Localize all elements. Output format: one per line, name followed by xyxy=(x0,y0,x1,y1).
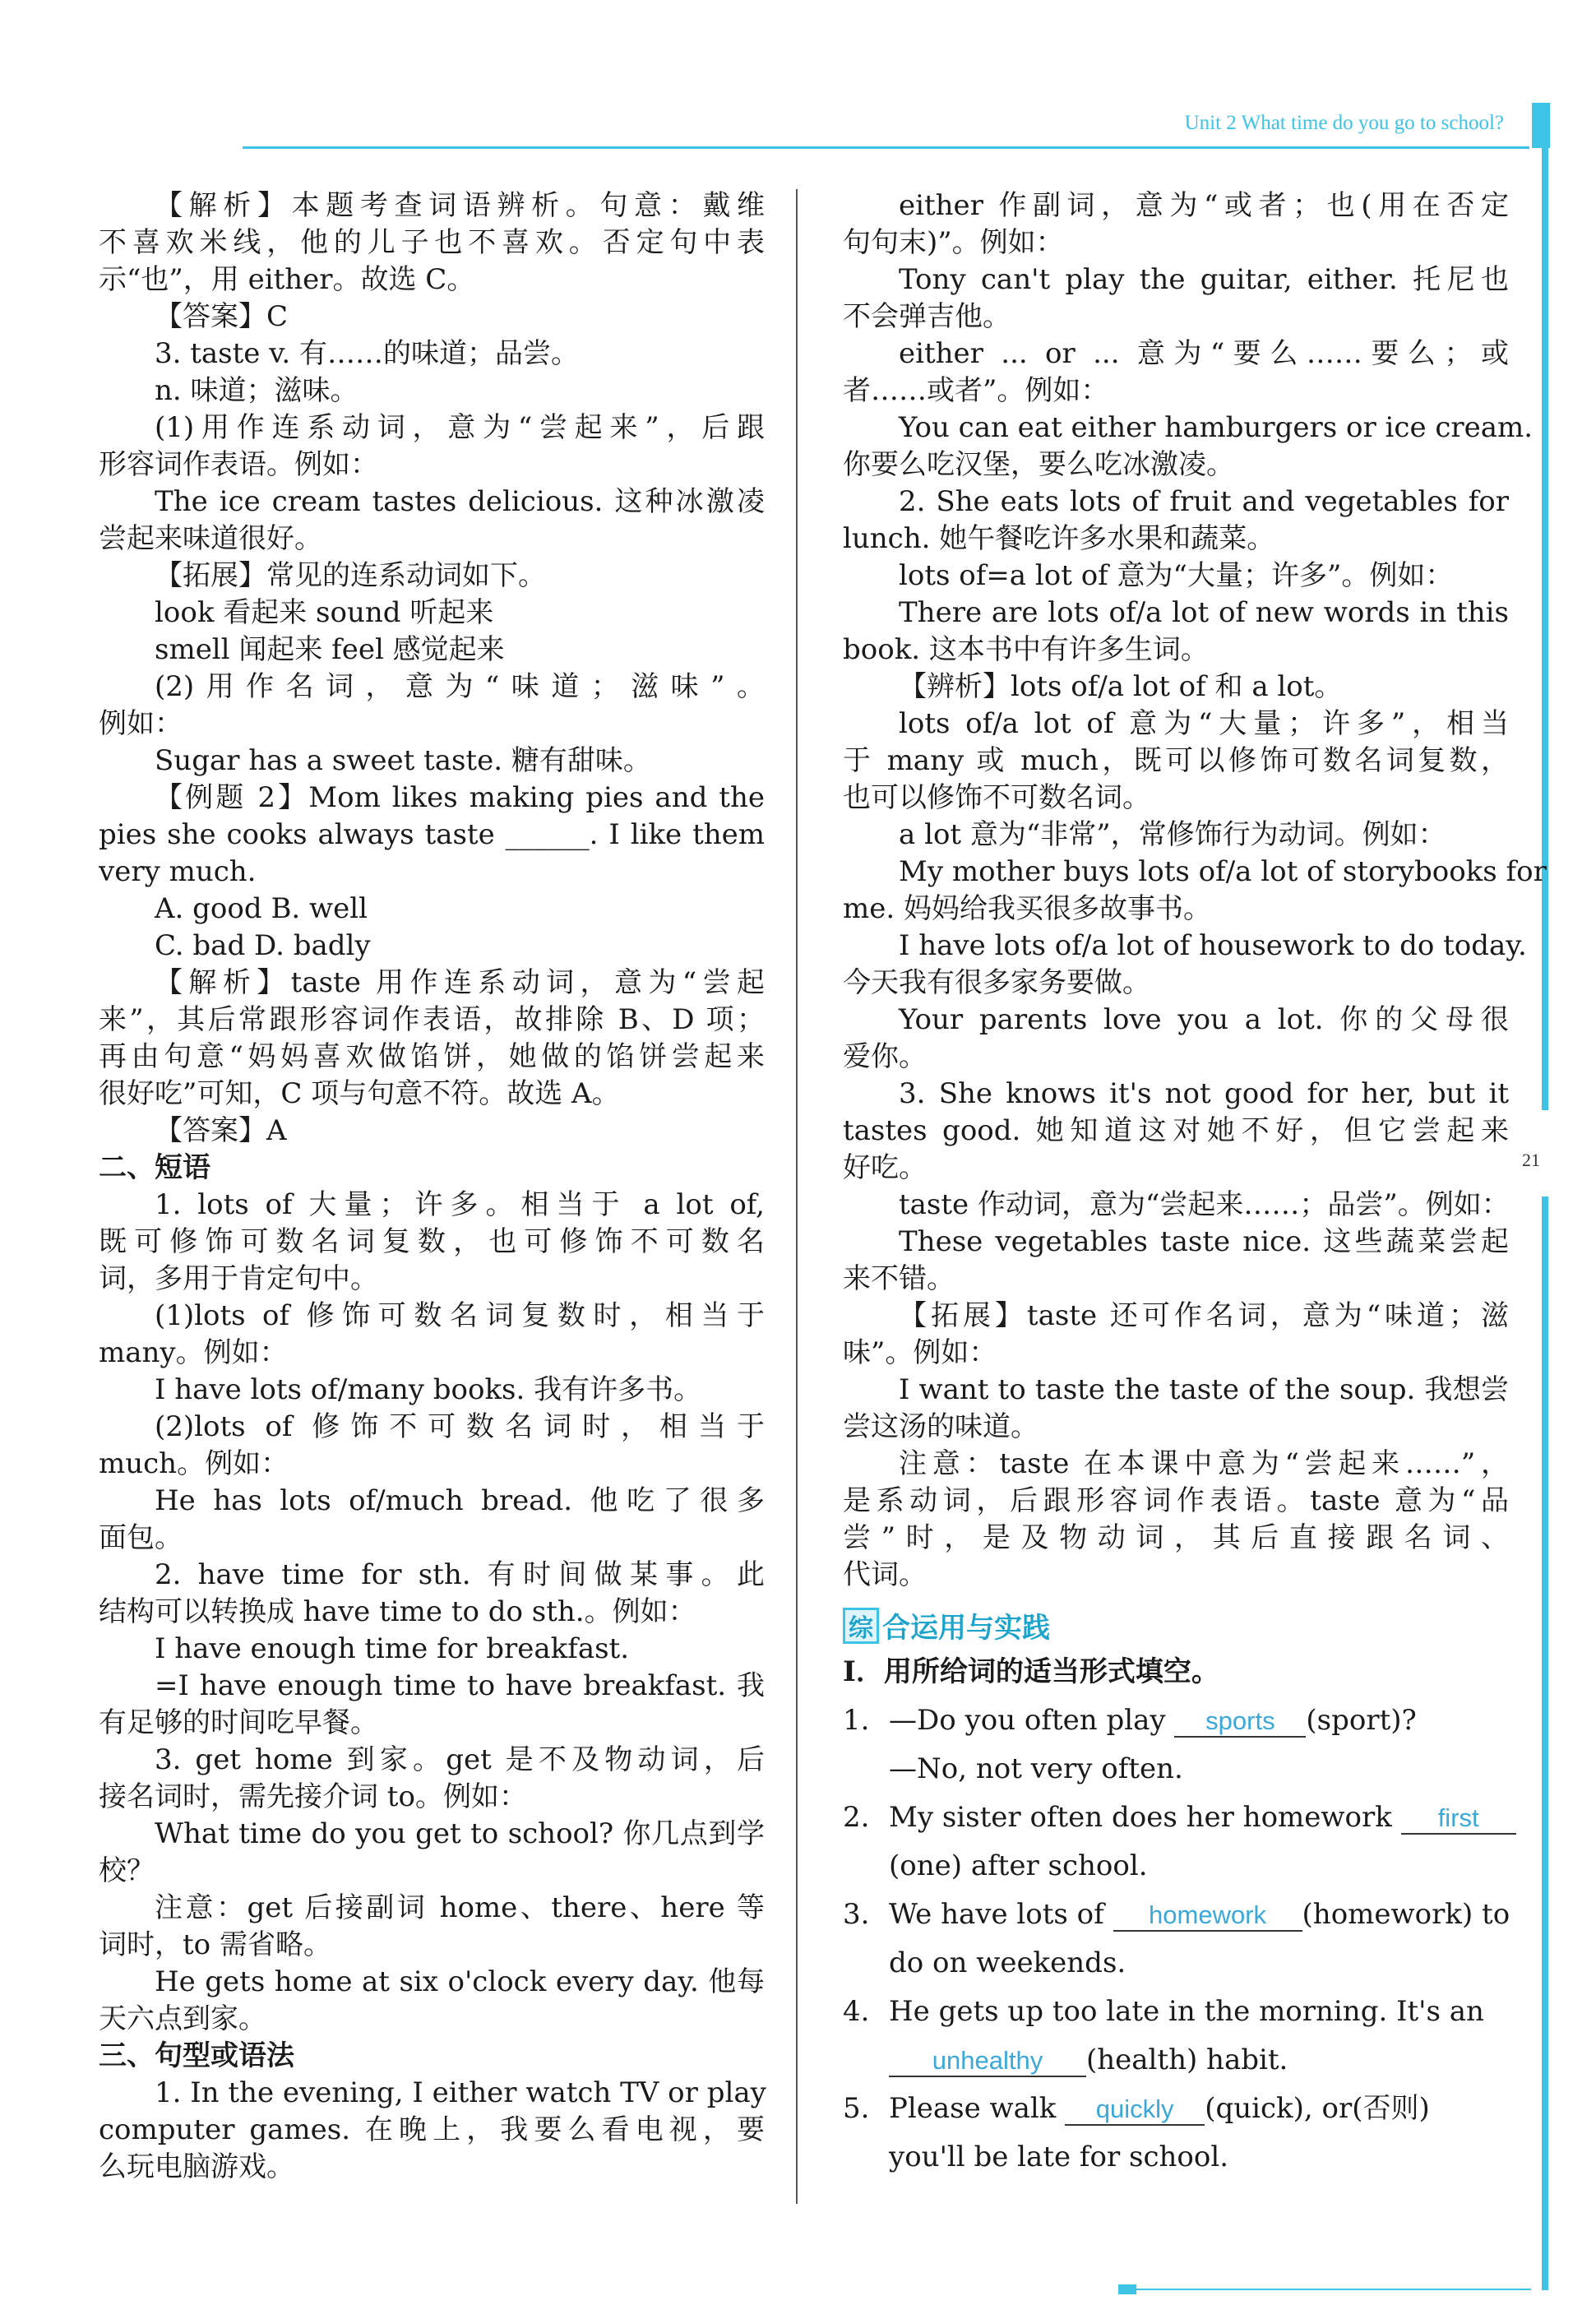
text-line: (2)lots of 修饰不可数名词时，相当于 xyxy=(155,1410,765,1443)
exercise-line: do on weekends. xyxy=(889,1946,1126,1979)
text-line: 2. She eats lots of fruit and vegetables for xyxy=(899,485,1509,518)
exercise-body xyxy=(889,1993,1509,2079)
text-line: Your parents love you a lot. 你的父母很 xyxy=(899,1003,1509,1036)
exercise-number: 1. xyxy=(843,1704,870,1737)
answer-blank[interactable]: quickly xyxy=(1065,2094,1205,2126)
text-line: pies she cooks always taste ______. I like them xyxy=(99,818,765,851)
exercise-line: We have lots of homework (homework) to xyxy=(889,1898,1510,1931)
text-line: lots of/a lot of 意为“大量；许多”，相当 xyxy=(899,707,1509,740)
exercise-body xyxy=(889,1702,1509,1788)
answer-blank[interactable]: homework xyxy=(1113,1900,1302,1932)
text-line: I want to taste the taste of the soup. 我想尝 xyxy=(899,1373,1509,1406)
text-line: lots of=a lot of 意为“大量；许多”。例如： xyxy=(899,559,1454,592)
answer-blank[interactable]: first xyxy=(1401,1803,1516,1835)
text-line: (2)用作名词，意为“味道；滋味”。 xyxy=(155,670,765,703)
text-line: 尝起来味道很好。 xyxy=(99,522,322,555)
text-line: 有足够的时间吃早餐。 xyxy=(99,1706,378,1739)
text-line: 【解析】本题考查词语辨析。句意：戴维 xyxy=(155,189,765,222)
text-line: 【拓展】taste 还可作名词，意为“味道；滋 xyxy=(899,1299,1509,1332)
exercise-line: Please walk quickly (quick), or(否则) xyxy=(889,2092,1430,2125)
text-line: What time do you get to school? 你几点到学 xyxy=(155,1817,765,1850)
text-line: I have lots of/many books. 我有许多书。 xyxy=(155,1373,702,1406)
text-line: taste 作动词，意为“尝起来……；品尝”。例如： xyxy=(899,1188,1510,1221)
text-line: 尝”时，是及物动词，其后直接跟名词、 xyxy=(843,1521,1509,1554)
side-rule-bottom xyxy=(1542,1196,1548,2290)
exercise-item xyxy=(843,1993,1509,2079)
page-number: 21 xyxy=(1522,1150,1540,1170)
text-line: 好吃。 xyxy=(843,1151,927,1184)
exercise-body xyxy=(889,1799,1516,1885)
text-line: He has lots of/much bread. 他吃了很多 xyxy=(155,1484,765,1517)
text-line: You can eat either hamburgers or ice cream. xyxy=(899,411,1534,444)
text-line: book. 这本书中有许多生词。 xyxy=(843,633,1209,666)
exercise-line: —No, not very often. xyxy=(889,1752,1183,1785)
text-line: n. 味道；滋味。 xyxy=(155,374,359,407)
text-line: I have lots of/a lot of housework to do today. xyxy=(899,929,1527,962)
text-line: 不会弹吉他。 xyxy=(843,300,1011,333)
exercise-number: 3. xyxy=(843,1898,870,1931)
exercise-line: you'll be late for school. xyxy=(889,2141,1229,2173)
exercise-body xyxy=(889,2090,1509,2176)
section-heading: 二、短语 xyxy=(99,1151,210,1184)
bottom-rule xyxy=(1136,2289,1531,2290)
text-line: 【拓展】常见的连系动词如下。 xyxy=(155,559,546,592)
text-line: 面包。 xyxy=(99,1521,183,1554)
text-line: 3. get home 到家。get 是不及物动词，后 xyxy=(155,1743,765,1776)
text-line: 代词。 xyxy=(843,1558,927,1591)
text-line: My mother buys lots of/a lot of storybooks for xyxy=(899,855,1547,888)
task-title: Ⅰ．用所给词的适当形式填空。 xyxy=(843,1655,1219,1688)
text-line: 【答案】C xyxy=(155,300,289,333)
text-line: 【辨析】lots of/a lot of 和 a lot。 xyxy=(899,670,1343,703)
answer-blank[interactable]: sports xyxy=(1174,1706,1306,1738)
exercise-list xyxy=(843,1702,1509,2176)
text-line: lunch. 她午餐吃许多水果和蔬菜。 xyxy=(843,522,1275,555)
exercise-line: My sister often does her homework first xyxy=(889,1799,1516,1836)
text-line: 来”，其后常跟形容词作表语，故排除 B、D 项； xyxy=(99,1003,765,1036)
header-rule xyxy=(243,146,1529,149)
header-tab xyxy=(1532,103,1550,148)
text-line: 【答案】A xyxy=(155,1114,287,1147)
text-line: (1)用作连系动词，意为“尝起来”，后跟 xyxy=(155,411,765,444)
text-line: 句句末)”。例如： xyxy=(843,226,1064,259)
text-line: 【解析】taste 用作连系动词，意为“尝起 xyxy=(155,966,765,999)
text-line: C. bad D. badly xyxy=(155,929,371,962)
side-rule-top xyxy=(1542,148,1548,1110)
exercise-item xyxy=(843,2090,1509,2176)
section-badge: 综 xyxy=(843,1608,879,1644)
text-line: 于 many 或 much，既可以修饰可数名词复数， xyxy=(843,744,1509,777)
text-line: very much. xyxy=(99,855,257,888)
bottom-marker xyxy=(1118,2284,1136,2294)
text-line: computer games. 在晚上，我要么看电视，要 xyxy=(99,2113,765,2146)
text-line: =I have enough time to have breakfast. 我 xyxy=(155,1669,765,1702)
text-line: either ... or ... 意为“要么……要么；或 xyxy=(899,337,1509,370)
text-line: 是系动词，后跟形容词作表语。taste 意为“品 xyxy=(843,1484,1509,1517)
exercise-item xyxy=(843,1896,1509,1982)
answer-blank[interactable]: unhealthy xyxy=(889,2046,1086,2077)
text-line: 结构可以转换成 have time to do sth.。例如： xyxy=(99,1595,696,1628)
exercise-item xyxy=(843,1702,1509,1788)
exercise-item xyxy=(843,1799,1509,1885)
text-line: 词时，to 需省略。 xyxy=(99,1928,331,1961)
text-line: 接名词时，需先接介词 to。例如： xyxy=(99,1780,527,1813)
exercise-line: He gets up too late in the morning. It's an xyxy=(889,1995,1484,2028)
text-line: smell 闻起来 feel 感觉起来 xyxy=(155,633,505,666)
exercise-line: —Do you often play sports (sport)? xyxy=(889,1704,1417,1737)
text-line: many。例如： xyxy=(99,1336,288,1369)
text-line: 1. lots of 大量；许多。相当于 a lot of, xyxy=(155,1188,765,1221)
text-line: much。例如： xyxy=(99,1447,289,1480)
practice-section-title: 合运用与实践 xyxy=(882,1612,1050,1645)
text-line: 校？ xyxy=(99,1854,155,1887)
exercise-number: 2. xyxy=(843,1801,870,1834)
text-line: I have enough time for breakfast. xyxy=(155,1632,630,1665)
text-line: 天六点到家。 xyxy=(99,2002,266,2035)
text-line: 2. have time for sth. 有时间做某事。此 xyxy=(155,1558,765,1591)
text-line: The ice cream tastes delicious. 这种冰激凌 xyxy=(155,485,765,518)
text-line: Sugar has a sweet taste. 糖有甜味。 xyxy=(155,744,651,777)
text-line: 来不错。 xyxy=(843,1262,955,1295)
text-line: (1)lots of 修饰可数名词复数时，相当于 xyxy=(155,1299,765,1332)
text-line: tastes good. 她知道这对她不好，但它尝起来 xyxy=(843,1114,1509,1147)
text-line: A. good B. well xyxy=(155,892,368,925)
text-line: 示“也”，用 either。故选 C。 xyxy=(99,263,475,296)
column-divider xyxy=(796,189,798,2204)
text-line: 1. In the evening, I either watch TV or play xyxy=(155,2076,766,2109)
text-line: a lot 意为“非常”，常修饰行为动词。例如： xyxy=(899,818,1446,851)
practice-section-header xyxy=(843,1605,1509,1645)
text-line: 也可以修饰不可数名词。 xyxy=(843,781,1150,814)
unit-header: Unit 2 What time do you go to school? xyxy=(1184,112,1504,134)
text-line: me. 妈妈给我买很多故事书。 xyxy=(843,892,1211,925)
text-line: 味”。例如： xyxy=(843,1336,997,1369)
exercise-line: (one) after school. xyxy=(889,1849,1148,1882)
exercise-line: unhealthy (health) habit. xyxy=(889,2042,1509,2079)
text-line: 既可修饰可数名词复数，也可修饰不可数名 xyxy=(99,1225,765,1258)
text-line: 今天我有很多家务要做。 xyxy=(843,966,1150,999)
text-line: 例如： xyxy=(99,707,183,740)
text-line: There are lots of/a lot of new words in this xyxy=(899,596,1509,629)
left-column xyxy=(99,187,765,2186)
exercise-number: 5. xyxy=(843,2092,870,2125)
text-line: either 作副词，意为“或者；也(用在否定 xyxy=(899,189,1509,222)
exercise-number: 4. xyxy=(843,1995,870,2028)
text-line: 注意：get 后接副词 home、there、here 等 xyxy=(155,1891,765,1924)
text-line: 3. She knows it's not good for her, but it xyxy=(899,1077,1509,1110)
text-line: 你要么吃汉堡，要么吃冰激凌。 xyxy=(843,448,1234,481)
text-line: 形容词作表语。例如： xyxy=(99,448,378,481)
text-line: 再由句意“妈妈喜欢做馅饼，她做的馅饼尝起来 xyxy=(99,1040,765,1073)
text-line: He gets home at six o'clock every day. 他每 xyxy=(155,1965,765,1998)
text-line: These vegetables taste nice. 这些蔬菜尝起 xyxy=(899,1225,1509,1258)
text-line: 【例题 2】Mom likes making pies and the xyxy=(155,781,765,814)
text-line: Tony can't play the guitar, either. 托尼也 xyxy=(899,263,1509,296)
text-line: look 看起来 sound 听起来 xyxy=(155,596,494,629)
text-line: 者……或者”。例如： xyxy=(843,374,1109,407)
section-heading: 三、句型或语法 xyxy=(99,2039,294,2072)
text-line: 么玩电脑游戏。 xyxy=(99,2150,294,2183)
text-line: 爱你。 xyxy=(843,1040,927,1073)
text-line: 3. taste v. 有……的味道；品尝。 xyxy=(155,337,580,370)
text-line: 词，多用于肯定句中。 xyxy=(99,1262,378,1295)
exercise-body xyxy=(889,1896,1510,1982)
text-line: 很好吃”可知，C 项与句意不符。故选 A。 xyxy=(99,1077,620,1110)
text-line: 不喜欢米线，他的儿子也不喜欢。否定句中表 xyxy=(99,226,765,259)
text-line: 注意：taste 在本课中意为“尝起来……”， xyxy=(899,1447,1509,1480)
text-line: 尝这汤的味道。 xyxy=(843,1410,1039,1443)
